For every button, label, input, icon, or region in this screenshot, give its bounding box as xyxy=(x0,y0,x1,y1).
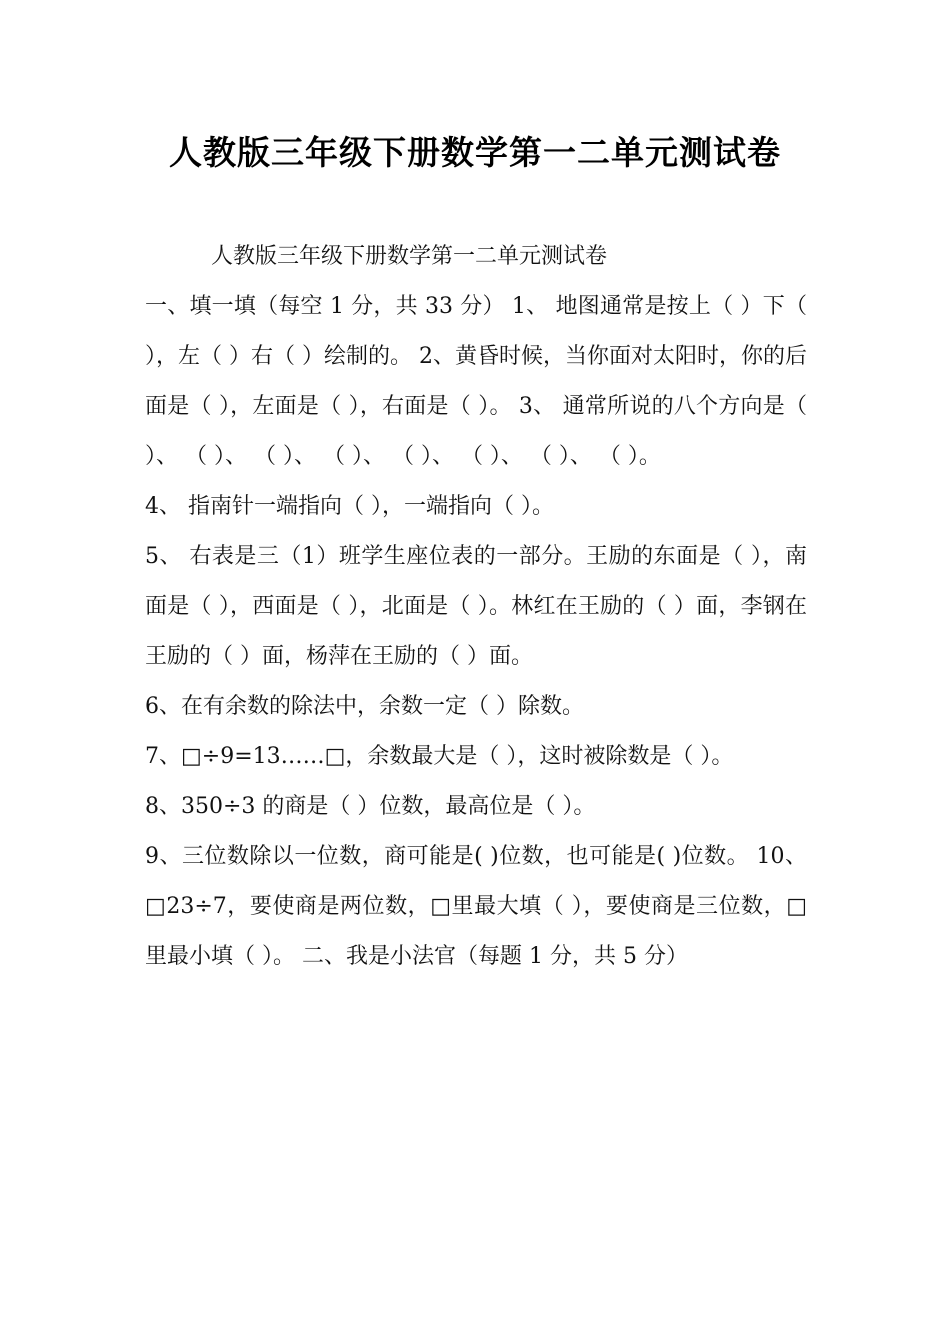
question-5: 5、 右表是三（1）班学生座位表的一部分。王励的东面是（ ），南面是（ ），西面是（ ），北面是（ ）。林红在王励的（ ）面，李钢在王励的（ ）面，杨萍在王励的（ ）面。 xyxy=(145,544,807,669)
document-body xyxy=(145,232,807,982)
question-4: 4、 指南针一端指向（ ），一端指向（ ）。 xyxy=(145,494,554,519)
section-one-questions-1-3: 一、填一填（每空 1 分，共 33 分） 1、 地图通常是按上（ ）下（ ），左（ ）右（ ）绘制的。 2、黄昏时候，当你面对太阳时，你的后面是（ ），左面是（ ），右面是（ ）。 3、 通常所说的八个方向是（ ）、 （ ）、 （ ）、 （ ）、 （ ）、 （ ）、 （ ）、 （ ）。 xyxy=(145,294,807,469)
question-6: 6、在有余数的除法中，余数一定（ ）除数。 xyxy=(145,694,584,719)
subtitle-paragraph: 人教版三年级下册数学第一二单元测试卷 xyxy=(211,244,608,269)
question-8: 8、350÷3 的商是（ ）位数，最高位是（ ）。 xyxy=(145,794,596,819)
question-7: 7、□÷9=13……□，余数最大是（ ），这时被除数是（ ）。 xyxy=(145,744,734,769)
document-title: 人教版三年级下册数学第一二单元测试卷 xyxy=(169,133,781,172)
questions-9-10-and-section-two: 9、三位数除以一位数，商可能是( )位数，也可能是( )位数。 10、□23÷7，要使商是两位数，□里最大填（ ），要使商是三位数，□里最小填（ ）。 二、我是小法官（每题 1 分，共 5 分） xyxy=(145,844,807,969)
